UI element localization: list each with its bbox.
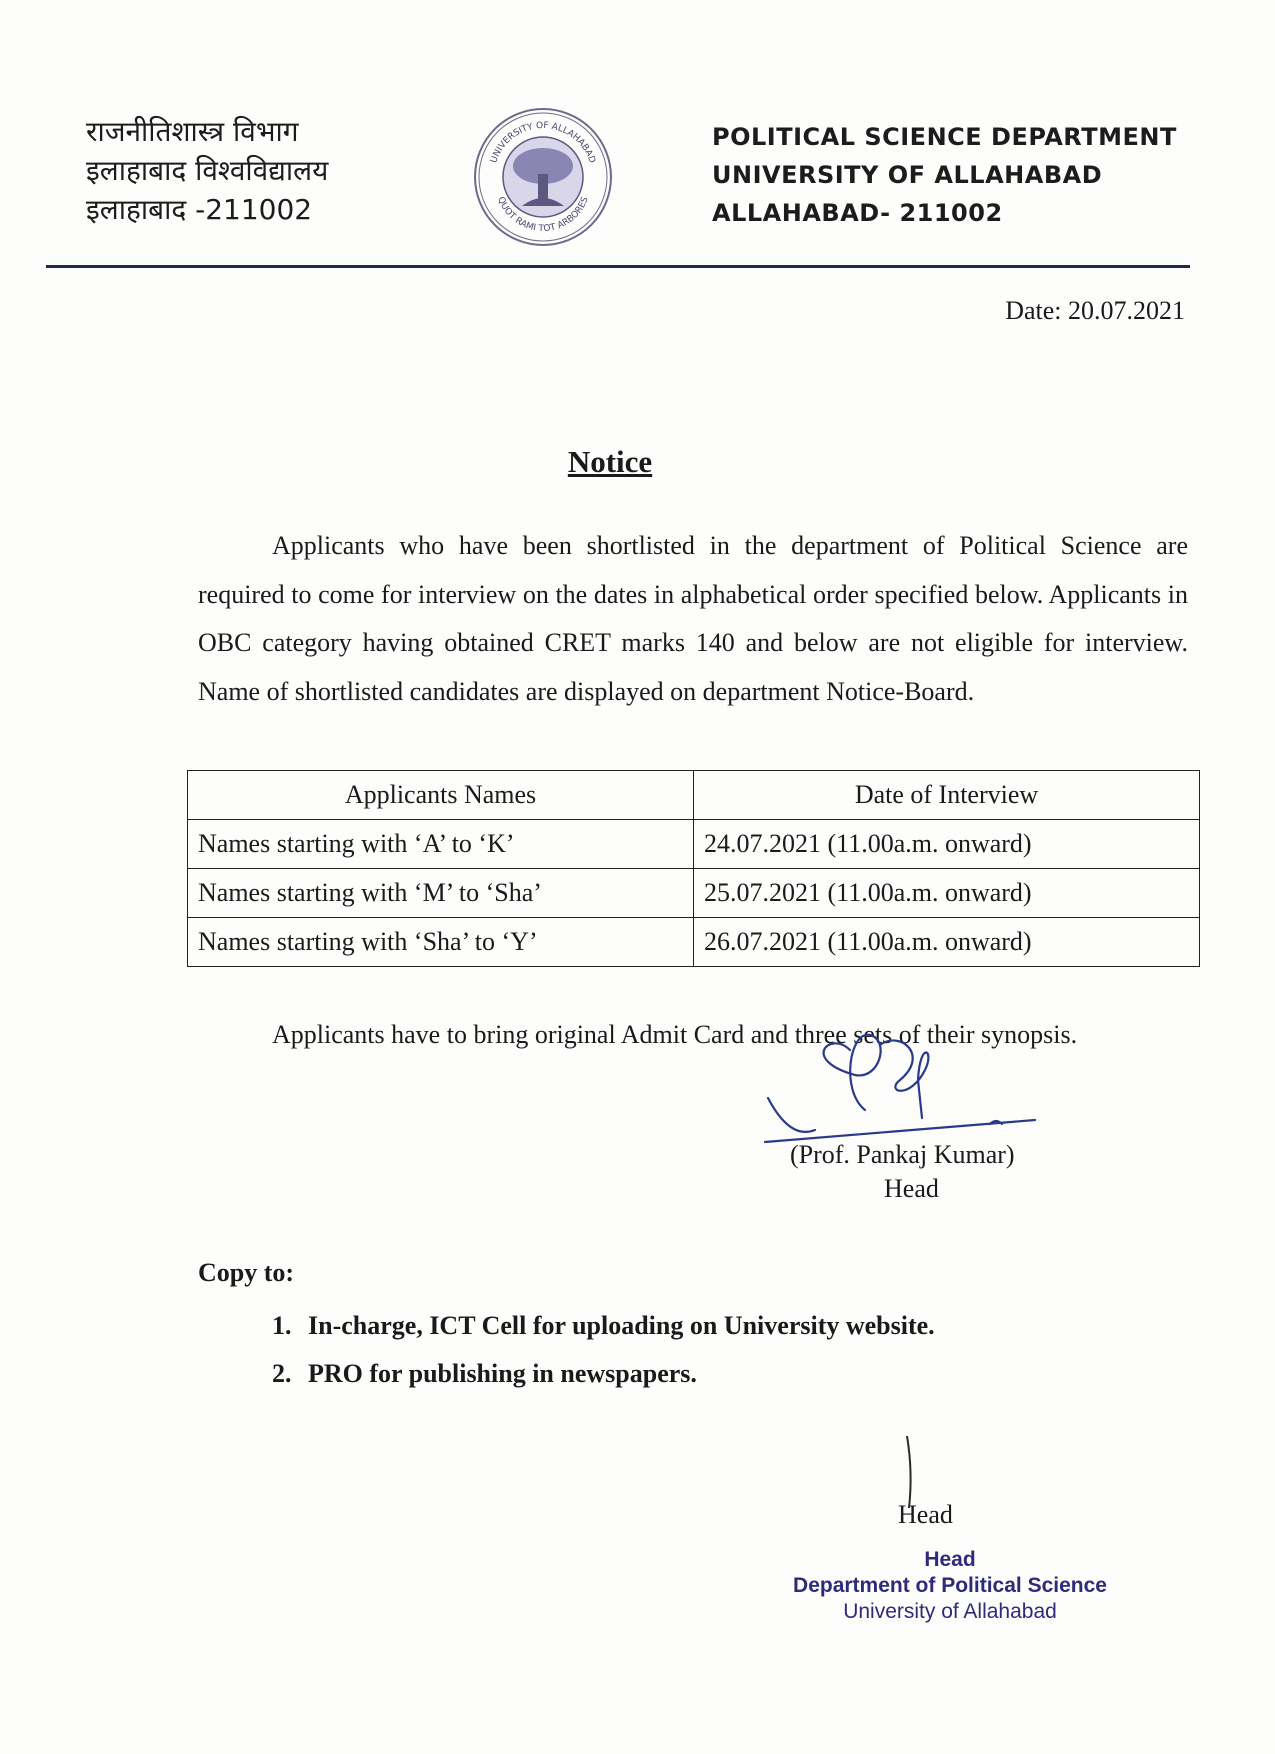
english-letterhead [712,118,1177,232]
signature-icon [760,1020,1040,1160]
notice-paragraph-text: Applicants who have been shortlisted in the department of Political Science are required to come for interview on the dates in alphabetical order specified below. Applicants in OBC category having obtained CRET marks 140 and below are not eligible for interview. Name of shortlisted candidates are displayed on department Notice-Board. [198,531,1188,706]
stamp-line2: Department of Political Science [793,1574,1107,1597]
list-item-text: PRO for publishing in newspapers. [308,1359,697,1388]
university-seal-icon [472,106,614,248]
english-city: ALLAHABAD- 211002 [712,199,1003,227]
hindi-university: इलाहाबाद विश्वविद्यालय [86,154,329,187]
list-item-number: 2. [272,1359,292,1388]
table-row [188,820,1200,869]
stamp-line3: University of Allahabad [843,1600,1057,1623]
seal-bottom-text: QUOT RAMI TOT ARBORES [495,195,591,235]
table-cell-names: Names starting with ‘M’ to ‘Sha’ [188,869,694,918]
department-stamp [780,1547,1120,1625]
list-item [272,1302,935,1350]
seal-top-text: UNIVERSITY OF ALLAHABAD [489,120,597,165]
table-cell-date: 25.07.2021 (11.00a.m. onward) [694,869,1200,918]
signatory-title: Head [884,1174,939,1203]
instruction-text: Applicants have to bring original Admit Card and three sets of their synopsis. [272,1020,1078,1049]
table-row [188,918,1200,967]
table-cell-names: Names starting with ‘A’ to ‘K’ [188,820,694,869]
notice-title: Notice [567,444,653,479]
list-item [272,1350,935,1398]
letterhead-divider [46,265,1190,268]
footer-head: Head [898,1500,953,1529]
english-dept: POLITICAL SCIENCE DEPARTMENT [712,123,1177,151]
table-header-row [188,771,1200,820]
notice-date: Date: 20.07.2021 [1005,296,1185,325]
table-cell-names: Names starting with ‘Sha’ to ‘Y’ [188,918,694,967]
copy-to-list [272,1302,935,1398]
hindi-letterhead [86,112,328,229]
table-header-date: Date of Interview [694,771,1200,820]
stamp-line1: Head [924,1548,976,1571]
interview-schedule-table [187,770,1200,967]
list-item-text: In-charge, ICT Cell for uploading on University website. [308,1311,935,1340]
english-university: UNIVERSITY OF ALLAHABAD [712,161,1103,189]
copy-to-label: Copy to: [198,1258,295,1287]
table-cell-date: 26.07.2021 (11.00a.m. onward) [694,918,1200,967]
signatory-name: (Prof. Pankaj Kumar) [790,1140,1015,1169]
table-header-names: Applicants Names [188,771,694,820]
hindi-dept: राजनीतिशास्त्र विभाग [86,115,299,148]
list-item-number: 1. [272,1311,292,1340]
table-cell-date: 24.07.2021 (11.00a.m. onward) [694,820,1200,869]
hindi-city: इलाहाबाद -211002 [86,193,313,226]
table-row [188,869,1200,918]
notice-paragraph [198,522,1188,716]
